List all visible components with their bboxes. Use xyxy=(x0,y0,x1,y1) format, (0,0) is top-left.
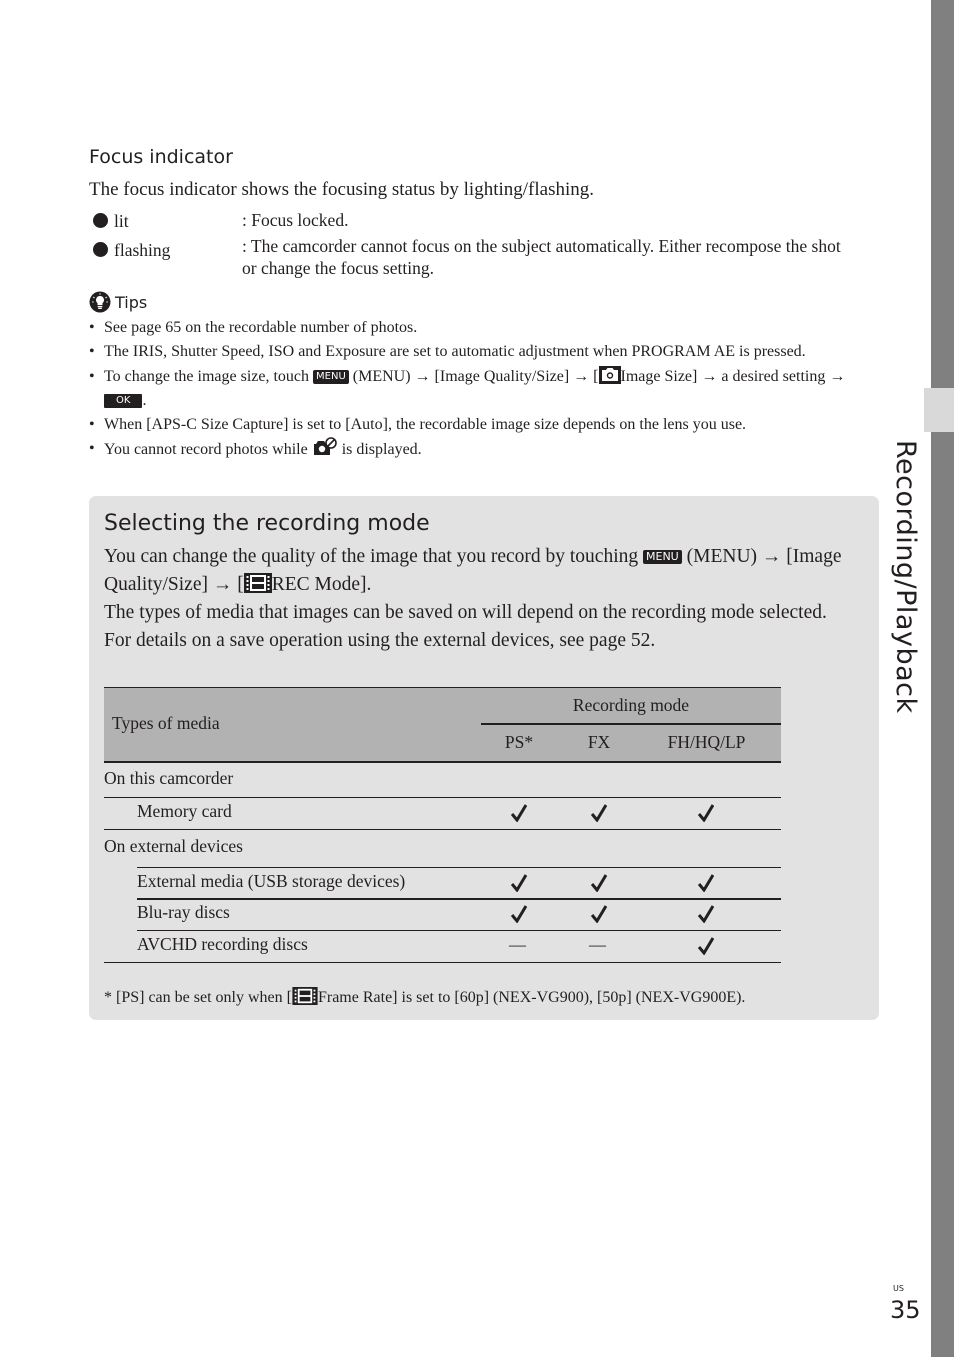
focus-state-flashing: flashing xyxy=(93,240,170,261)
rec-paragraph: You can change the quality of the image that you record by touching MENU (MENU) → [Image Quality/Size] → [ REC Mode]. xyxy=(104,546,842,595)
row-divider xyxy=(104,829,781,830)
check-icon xyxy=(511,804,527,822)
side-bar xyxy=(931,0,954,1357)
col-mode-fx: FX xyxy=(587,732,611,752)
rec-paragraph: The types of media that images can be saved on will depend on the recording mode selected. xyxy=(104,602,827,623)
tips-heading: Tips xyxy=(89,291,147,313)
col-types-of-media: Types of media xyxy=(112,713,220,733)
focus-desc-flashing: : The camcorder cannot focus on the subject automatically. Either recompose the shot or change the focus setting. xyxy=(242,236,841,278)
tips-list xyxy=(89,316,849,463)
lightbulb-icon xyxy=(89,291,111,313)
arrow-icon: → xyxy=(761,546,782,567)
arrow-icon: → xyxy=(701,367,718,385)
focus-intro: The focus indicator shows the focusing status by lighting/flashing. xyxy=(89,179,595,200)
rec-mode-body xyxy=(104,543,849,655)
check-icon xyxy=(591,874,607,892)
tip-item: • You cannot record photos while is displayed. xyxy=(89,437,849,462)
tip-item: • See page 65 on the recordable number of photos. xyxy=(89,316,849,340)
rec-paragraph: For details on a save operation using the external devices, see page 52. xyxy=(104,630,656,651)
flashing-dot-icon xyxy=(93,242,108,257)
menu-key-icon: MENU xyxy=(313,370,349,384)
no-photo-camera-icon xyxy=(312,437,338,457)
tip-item: • To change the image size, touch MENU (MENU) → [Image Quality/Size] → [ Image Size] → a desired setting → OK . xyxy=(89,365,849,414)
check-icon xyxy=(511,874,527,892)
row-memory-card: Memory card xyxy=(137,801,232,821)
group-on-external-devices: On external devices xyxy=(104,836,243,856)
arrow-icon: → xyxy=(829,367,846,385)
col-mode-ps: PS* xyxy=(504,732,534,752)
row-external-media: External media (USB storage devices) xyxy=(137,871,406,891)
row-divider xyxy=(137,898,781,900)
lit-dot-icon xyxy=(93,213,108,228)
menu-key-icon: MENU xyxy=(643,550,682,564)
page-number: 35 xyxy=(890,1296,921,1324)
check-icon xyxy=(511,905,527,923)
ok-key-icon: OK xyxy=(104,394,142,408)
check-icon xyxy=(698,937,714,955)
tip-item: • When [APS-C Size Capture] is set to [Auto], the recordable image size depends on the lens you use. xyxy=(89,413,849,437)
col-mode-fh-hq-lp: FH/HQ/LP xyxy=(667,732,746,752)
not-supported-dash: — xyxy=(589,935,606,954)
film-icon xyxy=(244,573,272,593)
film-icon xyxy=(292,987,318,1005)
row-divider xyxy=(137,930,781,931)
col-recording-mode: Recording mode xyxy=(572,695,690,715)
focus-state-lit: lit xyxy=(93,211,129,232)
focus-desc-lit: : Focus locked. xyxy=(242,210,349,230)
focus-heading: Focus indicator xyxy=(89,146,233,168)
row-divider xyxy=(137,867,781,868)
table-bottom-border xyxy=(104,962,781,963)
check-icon xyxy=(698,905,714,923)
row-blu-ray-discs: Blu-ray discs xyxy=(137,902,230,922)
section-label: Recording/Playback xyxy=(890,440,921,714)
row-avchd-recording-discs: AVCHD recording discs xyxy=(137,934,308,954)
group-on-this-camcorder: On this camcorder xyxy=(104,768,234,788)
camera-icon xyxy=(599,366,621,384)
row-divider xyxy=(104,797,781,798)
rec-mode-heading: Selecting the recording mode xyxy=(104,511,430,536)
check-icon xyxy=(698,874,714,892)
footnote: * [PS] can be set only when [ Frame Rate] is set to [60p] (NEX-VG900), [50p] (NEX-VG900E). xyxy=(104,989,746,1006)
check-icon xyxy=(591,905,607,923)
check-icon xyxy=(591,804,607,822)
arrow-icon: → xyxy=(573,367,590,385)
header-divider xyxy=(481,723,781,725)
not-supported-dash: — xyxy=(509,935,526,954)
check-icon xyxy=(698,804,714,822)
tip-item: • The IRIS, Shutter Speed, ISO and Exposure are set to automatic adjustment when PROGRAM AE is pressed. xyxy=(89,340,849,364)
page-region: US xyxy=(893,1284,904,1293)
arrow-icon: → xyxy=(414,367,431,385)
section-tab xyxy=(924,388,954,432)
arrow-icon: → xyxy=(212,574,233,595)
